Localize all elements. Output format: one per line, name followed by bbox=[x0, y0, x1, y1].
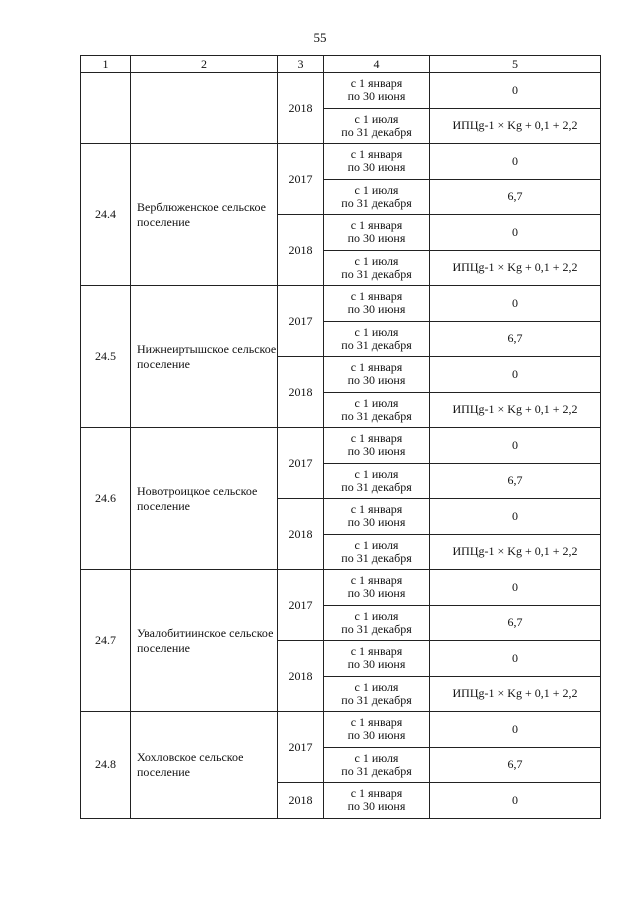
period-cell bbox=[324, 463, 430, 499]
period-cell bbox=[324, 747, 430, 783]
value-cell: 0 bbox=[430, 641, 601, 677]
period-cell bbox=[324, 428, 430, 464]
period-cell bbox=[324, 534, 430, 570]
column-header-1: 1 bbox=[81, 56, 131, 73]
period-start: с 1 января bbox=[350, 644, 403, 659]
period-start: с 1 июля bbox=[354, 182, 399, 197]
table-body bbox=[81, 73, 601, 819]
period-cell bbox=[324, 783, 430, 819]
period-cell bbox=[324, 321, 430, 357]
section-number-cell: 24.8 bbox=[81, 712, 131, 819]
section-number-cell: 24.7 bbox=[81, 570, 131, 712]
value-cell: 0 bbox=[430, 144, 601, 180]
period-end: по 30 июня bbox=[347, 657, 406, 672]
value-cell: 0 bbox=[430, 499, 601, 535]
value-cell: 0 bbox=[430, 286, 601, 322]
value-cell: ИПЦg-1 × Kg + 0,1 + 2,2 bbox=[430, 676, 601, 712]
period-start: с 1 января bbox=[350, 431, 403, 446]
period-end: по 31 декабря bbox=[341, 479, 412, 494]
period-start: с 1 июля bbox=[354, 111, 399, 126]
value-cell: 0 bbox=[430, 570, 601, 606]
section-number-cell: 24.5 bbox=[81, 286, 131, 428]
period-start: с 1 января bbox=[350, 76, 403, 91]
period-start: с 1 июля bbox=[354, 750, 399, 765]
period-end: по 31 декабря bbox=[341, 124, 412, 139]
section-number-cell: 24.4 bbox=[81, 144, 131, 286]
period-start: с 1 июля bbox=[354, 466, 399, 481]
period-cell bbox=[324, 605, 430, 641]
value-cell: 6,7 bbox=[430, 747, 601, 783]
value-cell: 6,7 bbox=[430, 321, 601, 357]
column-header-4: 4 bbox=[324, 56, 430, 73]
period-end: по 30 июня bbox=[347, 799, 406, 814]
period-cell bbox=[324, 179, 430, 215]
period-cell bbox=[324, 676, 430, 712]
period-end: по 30 июня bbox=[347, 586, 406, 601]
value-cell: ИПЦg-1 × Kg + 0,1 + 2,2 bbox=[430, 250, 601, 286]
period-cell bbox=[324, 108, 430, 144]
year-cell: 2017 bbox=[278, 428, 324, 499]
value-cell: 0 bbox=[430, 428, 601, 464]
period-start: с 1 июля bbox=[354, 537, 399, 552]
table-row bbox=[81, 570, 601, 606]
period-cell bbox=[324, 570, 430, 606]
year-cell: 2018 bbox=[278, 357, 324, 428]
period-start: с 1 июля bbox=[354, 608, 399, 623]
period-end: по 30 июня bbox=[347, 373, 406, 388]
period-end: по 31 декабря bbox=[341, 692, 412, 707]
year-cell: 2018 bbox=[278, 641, 324, 712]
value-cell: 0 bbox=[430, 357, 601, 393]
value-cell: ИПЦg-1 × Kg + 0,1 + 2,2 bbox=[430, 392, 601, 428]
period-end: по 30 июня bbox=[347, 231, 406, 246]
year-cell: 2018 bbox=[278, 783, 324, 819]
tariff-table bbox=[80, 55, 601, 819]
period-end: по 30 июня bbox=[347, 302, 406, 317]
value-cell: 0 bbox=[430, 712, 601, 748]
settlement-name-cell bbox=[131, 73, 278, 144]
period-cell bbox=[324, 73, 430, 109]
year-cell: 2018 bbox=[278, 499, 324, 570]
settlement-name-cell: Нижнеиртышское сельское поселение bbox=[131, 286, 278, 428]
settlement-name-cell: Увалобитиинское сельское поселение bbox=[131, 570, 278, 712]
period-cell bbox=[324, 215, 430, 251]
period-start: с 1 июля bbox=[354, 324, 399, 339]
period-end: по 30 июня bbox=[347, 515, 406, 530]
table-row bbox=[81, 286, 601, 322]
table-row bbox=[81, 144, 601, 180]
period-cell bbox=[324, 357, 430, 393]
settlement-name-cell: Новотроицкое сельское поселение bbox=[131, 428, 278, 570]
section-number-cell: 24.6 bbox=[81, 428, 131, 570]
value-cell: 6,7 bbox=[430, 463, 601, 499]
settlement-name-cell: Верблюженское сельское поселение bbox=[131, 144, 278, 286]
period-cell bbox=[324, 250, 430, 286]
table-row bbox=[81, 73, 601, 109]
period-cell bbox=[324, 499, 430, 535]
period-start: с 1 июля bbox=[354, 395, 399, 410]
header-row bbox=[81, 56, 601, 73]
period-start: с 1 января bbox=[350, 502, 403, 517]
period-start: с 1 января bbox=[350, 786, 403, 801]
value-cell: ИПЦg-1 × Kg + 0,1 + 2,2 bbox=[430, 534, 601, 570]
period-end: по 30 июня bbox=[347, 444, 406, 459]
page-number: 55 bbox=[313, 30, 327, 45]
year-cell: 2018 bbox=[278, 215, 324, 286]
year-cell: 2017 bbox=[278, 144, 324, 215]
period-end: по 30 июня bbox=[347, 728, 406, 743]
year-cell: 2017 bbox=[278, 712, 324, 783]
period-cell bbox=[324, 712, 430, 748]
period-end: по 31 декабря bbox=[341, 195, 412, 210]
value-cell: ИПЦg-1 × Kg + 0,1 + 2,2 bbox=[430, 108, 601, 144]
period-start: с 1 января bbox=[350, 147, 403, 162]
settlement-name-cell: Хохловское сельское поселение bbox=[131, 712, 278, 819]
period-cell bbox=[324, 392, 430, 428]
period-cell bbox=[324, 144, 430, 180]
period-start: с 1 января bbox=[350, 715, 403, 730]
value-cell: 6,7 bbox=[430, 179, 601, 215]
year-cell: 2017 bbox=[278, 286, 324, 357]
table-row bbox=[81, 712, 601, 748]
year-cell: 2018 bbox=[278, 73, 324, 144]
period-start: с 1 января bbox=[350, 360, 403, 375]
table-row bbox=[81, 428, 601, 464]
period-end: по 30 июня bbox=[347, 89, 406, 104]
period-end: по 31 декабря bbox=[341, 408, 412, 423]
value-cell: 6,7 bbox=[430, 605, 601, 641]
period-start: с 1 июля bbox=[354, 679, 399, 694]
period-end: по 31 декабря bbox=[341, 763, 412, 778]
period-end: по 31 декабря bbox=[341, 337, 412, 352]
period-cell bbox=[324, 641, 430, 677]
period-end: по 31 декабря bbox=[341, 266, 412, 281]
value-cell: 0 bbox=[430, 73, 601, 109]
period-cell bbox=[324, 286, 430, 322]
year-cell: 2017 bbox=[278, 570, 324, 641]
column-header-5: 5 bbox=[430, 56, 601, 73]
column-header-2: 2 bbox=[131, 56, 278, 73]
period-start: с 1 января bbox=[350, 289, 403, 304]
column-header-3: 3 bbox=[278, 56, 324, 73]
period-end: по 31 декабря bbox=[341, 550, 412, 565]
value-cell: 0 bbox=[430, 783, 601, 819]
period-end: по 31 декабря bbox=[341, 621, 412, 636]
period-start: с 1 июля bbox=[354, 253, 399, 268]
period-start: с 1 января bbox=[350, 218, 403, 233]
period-start: с 1 января bbox=[350, 573, 403, 588]
period-end: по 30 июня bbox=[347, 160, 406, 175]
value-cell: 0 bbox=[430, 215, 601, 251]
section-number-cell bbox=[81, 73, 131, 144]
